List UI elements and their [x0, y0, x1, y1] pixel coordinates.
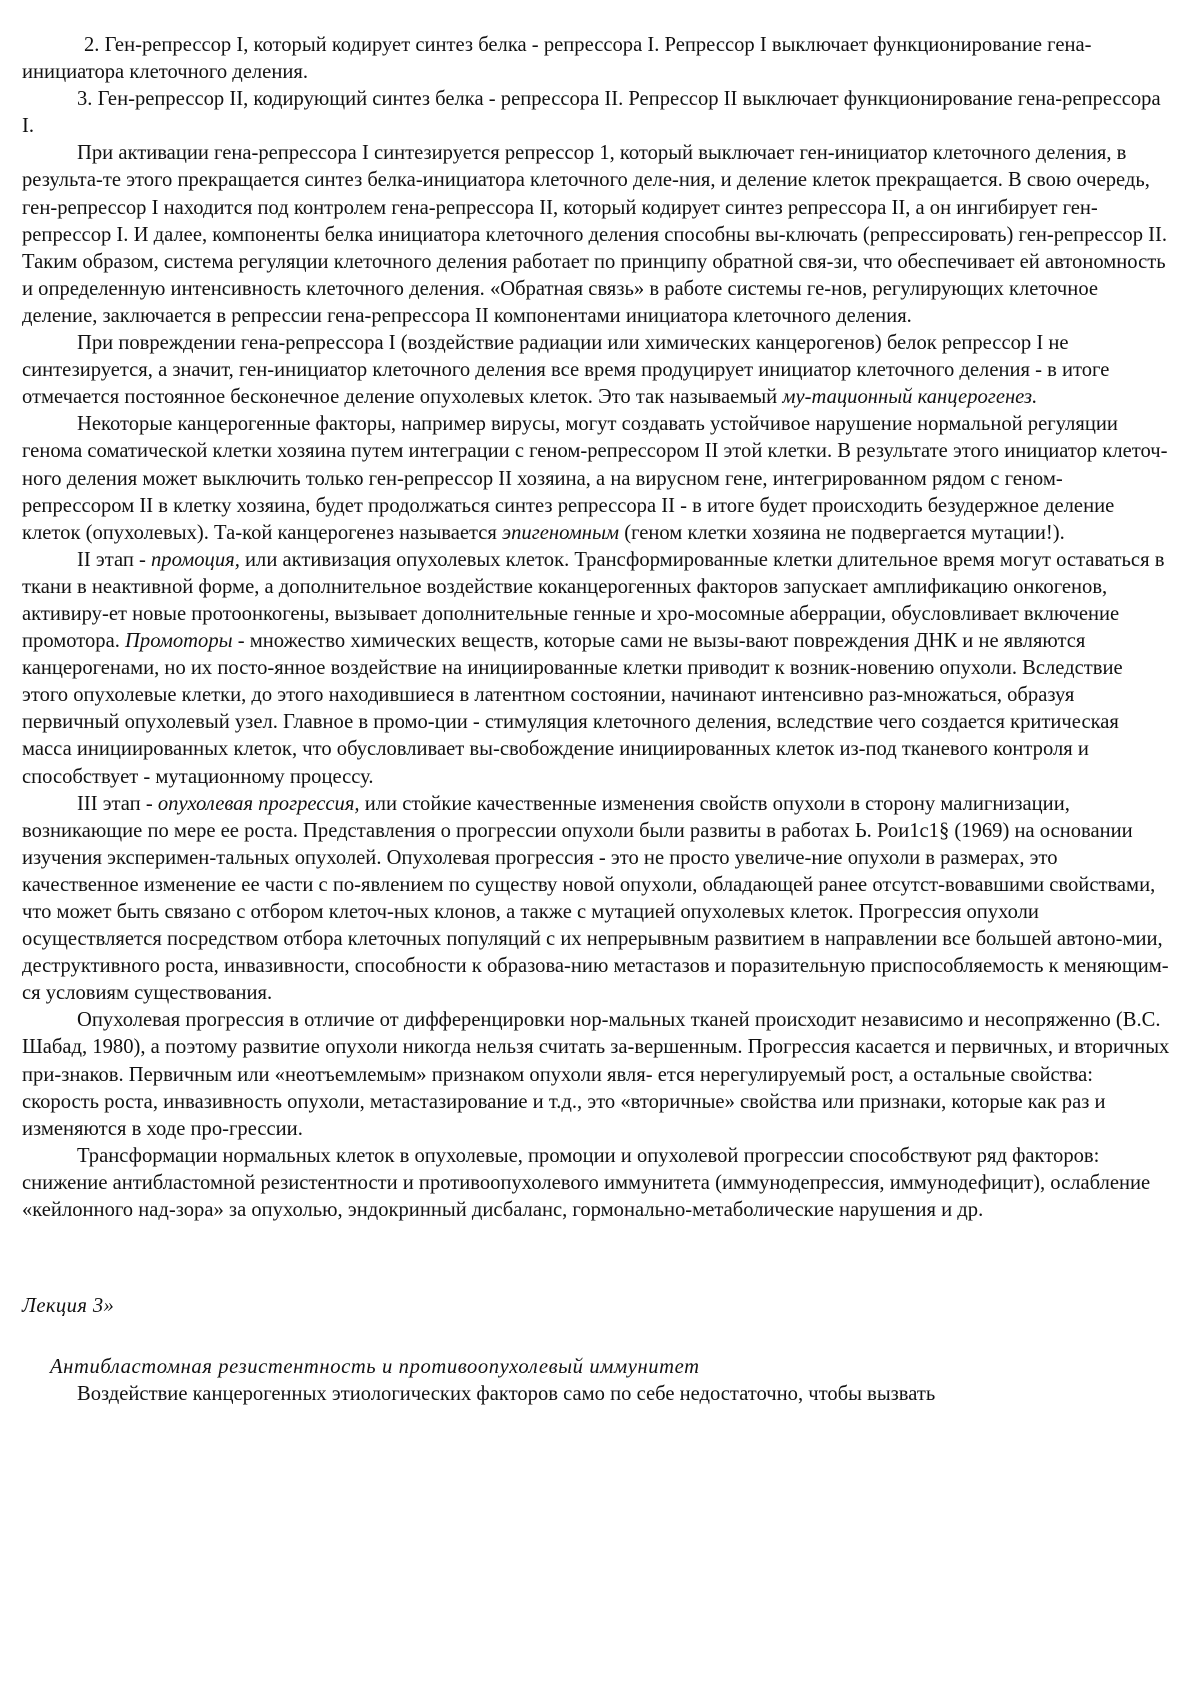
paragraph-text: При повреждении гена-репрессора I (воздействие радиации или химических канцерогенов) белок репрессор I не синтезируется, а значит, ген-инициатор клеточного деления все время продуцирует инициатор клеточного деления - в итоге отмечается постоянное бесконечное деление опухолевых клеток. Это так называемый — [22, 332, 1110, 409]
paragraph-text: Опухолевая прогрессия в отличие от дифференцировки нор-мальных тканей происходит независимо и несопряженно (В.С. Шабад, 1980), а поэтому развитие опухоли никогда нельзя считать за-вершенным. Прогрессия касается и первичных, и вторичных при-знаков. Первичным или «неотъемлемым» признаком опухоли явля- ется нерегулируемый рост, а остальные свойства: скорость роста, инвазивность опухоли, метастазирование и т.д., это «вторичные» свойства или признаки, которые как раз и изменяются в ходе про-грессии. — [22, 1009, 1170, 1140]
term-promoters: Промоторы - — [125, 630, 245, 653]
section-gap — [22, 1224, 1170, 1293]
term-epigenomic: эпигеномным — [502, 521, 620, 544]
paragraph-text: Трансформации нормальных клеток в опухолевые, промоции и опухолевой прогрессии способствуют ряд факторов: снижение антибластомной резистентности и противоопухолевого иммунитета (иммунодепрессия, иммунодефицит), ослабление «кейлонного над-зора» за опухолью, эндокринный дисбаланс, гормонально-метаболические нарушения и др. — [22, 1144, 1151, 1222]
heading-gap — [22, 1320, 1170, 1354]
paragraph-text: II этап - — [77, 548, 151, 571]
term-progression: опухолевая прогрессия, — [157, 792, 360, 815]
paragraph-promotion — [22, 547, 1170, 791]
lecture-subtitle: Антибластомная резистентность и противоопухолевый иммунитет — [50, 1356, 700, 1379]
paragraph-text: При активации гена-репрессора I синтезируется репрессор 1, который выключает ген-инициатор клеточного деления, в результа-те этого прекращается синтез белка-инициатора клеточного деле-ния, и деление клеток прекращается. В свою очередь, ген-репрессор I находится под контролем гена-репрессора II, который кодирует синтез репрессора II, а он ингибирует ген-репрессор I. И далее, компоненты белка инициатора клеточного деления способны вы-ключать (репрессировать) ген-репрессор II. Таким образом, система регуляции клеточного деления работает по принципу обратной свя-зи, что обеспечивает ей автономность и определенную интенсивность клеточного деления. «Обратная связь» в работе системы ге-нов, регулирующих клеточное деление, заключается в репрессии гена-репрессора II компонентами инициатора клеточного деления. — [22, 142, 1168, 327]
paragraph-text: (геном клетки хозяина не подвергается мутации!). — [619, 521, 1065, 544]
paragraph-activation — [22, 140, 1170, 330]
paragraph-epigenomic — [22, 411, 1170, 546]
paragraph-text: III этап - — [77, 792, 158, 815]
paragraph-text: Некоторые канцерогенные факторы, например вирусы, могут создавать устойчивое нарушение нормальной регуляции генома соматической клетки хозяина путем интеграции с геном-репрессором II этой клетки. В результате этого инициатор клеточ-ного деления может выключить только ген-репрессор II хозяина, а на вирусном гене, интегрированном рядом с геном-репрессором II в клетку хозяина, будет продолжаться синтез репрессора II - в итоге будет происходить безудержное деление клеток (опухолевых). Та-кой канцерогенез называется — [22, 413, 1168, 544]
paragraph-mutational-carcinogenesis — [22, 330, 1170, 411]
paragraph-lecture-intro: Воздействие канцерогенных этиологических факторов само по себе недостаточно, чтобы вызвать — [77, 1383, 936, 1406]
term-promotion: промоция, — [151, 548, 240, 571]
term-mutational: му-тационный канцерогенез. — [782, 386, 1038, 409]
paragraph-text: множество химических веществ, которые сами не вызы-вают повреждения ДНК и не являются канцерогенами, но их посто-янное воздействие на инициированные клетки приводит к возник-новению опухоли. Вследствие этого опухолевые клетки, до этого находившиеся в латентном состоянии, начинают интенсивно раз-множаться, образуя первичный опухолевый узел. Главное в промо-ции - стимуляция клеточного деления, вследствие чего создается критическая масса инициированных клеток, что обусловливает вы-свобождение инициированных клеток из-под тканевого контроля и способствует - мутационному процессу. — [22, 630, 1123, 788]
paragraph-factors — [22, 1143, 1170, 1224]
lecture-heading: Лекция 3» — [22, 1295, 115, 1318]
paragraph-text: 3. Ген-репрессор II, кодирующий синтез белка - репрессора II. Репрессор II выключает функционирование гена-репрессора I. — [22, 88, 1161, 138]
paragraph-gene-repressor-1 — [22, 32, 1170, 86]
paragraph-text: или стойкие качественные изменения свойств опухоли в сторону малигнизации, возникающие по мере ее роста. Представления о прогрессии опухоли были развиты в работах Ь. Рои1с1§ (1969) на основании изучения эксперимен-тальных опухолей. Опухолевая прогрессия - это не просто увеличе-ние опухоли в размерах, это качественное изменение ее части с по-явлением по существу новой опухоли, обладающей ранее отсутст-вовавшими свойствами, что может быть связано с отбором клеточ-ных клонов, а также с мутацией опухолевых клеток. Прогрессия опухоли осуществляется посредством отбора клеточных популяций с их непрерывным развитием в направлении все большей автоно-мии, деструктивного роста, инвазивности, способности к образова-нию метастазов и поразительную приспособляемость к меняющим-ся условиям существования. — [22, 792, 1169, 1005]
paragraph-progression-independence — [22, 1007, 1170, 1142]
paragraph-progression — [22, 791, 1170, 1008]
paragraph-text: или активизация опухолевых клеток. Трансформированные клетки длительное время могут оставаться в ткани в неактивной форме, а дополнительное воздействие коканцерогенных факторов запускает амплификацию онкогенов, активиру-ет новые протоонкогены, вызывает дополнительные генные и хро-мосомные аберрации, обусловливает включение промотора. — [22, 548, 1165, 653]
paragraph-gene-repressor-2 — [22, 86, 1170, 140]
paragraph-text: 2. Ген-репрессор I, который кодирует синтез белка - репрессора I. Репрессор I выключает функционирование гена-инициатора клеточного деления. — [22, 34, 1092, 84]
document-page — [22, 32, 1170, 1408]
